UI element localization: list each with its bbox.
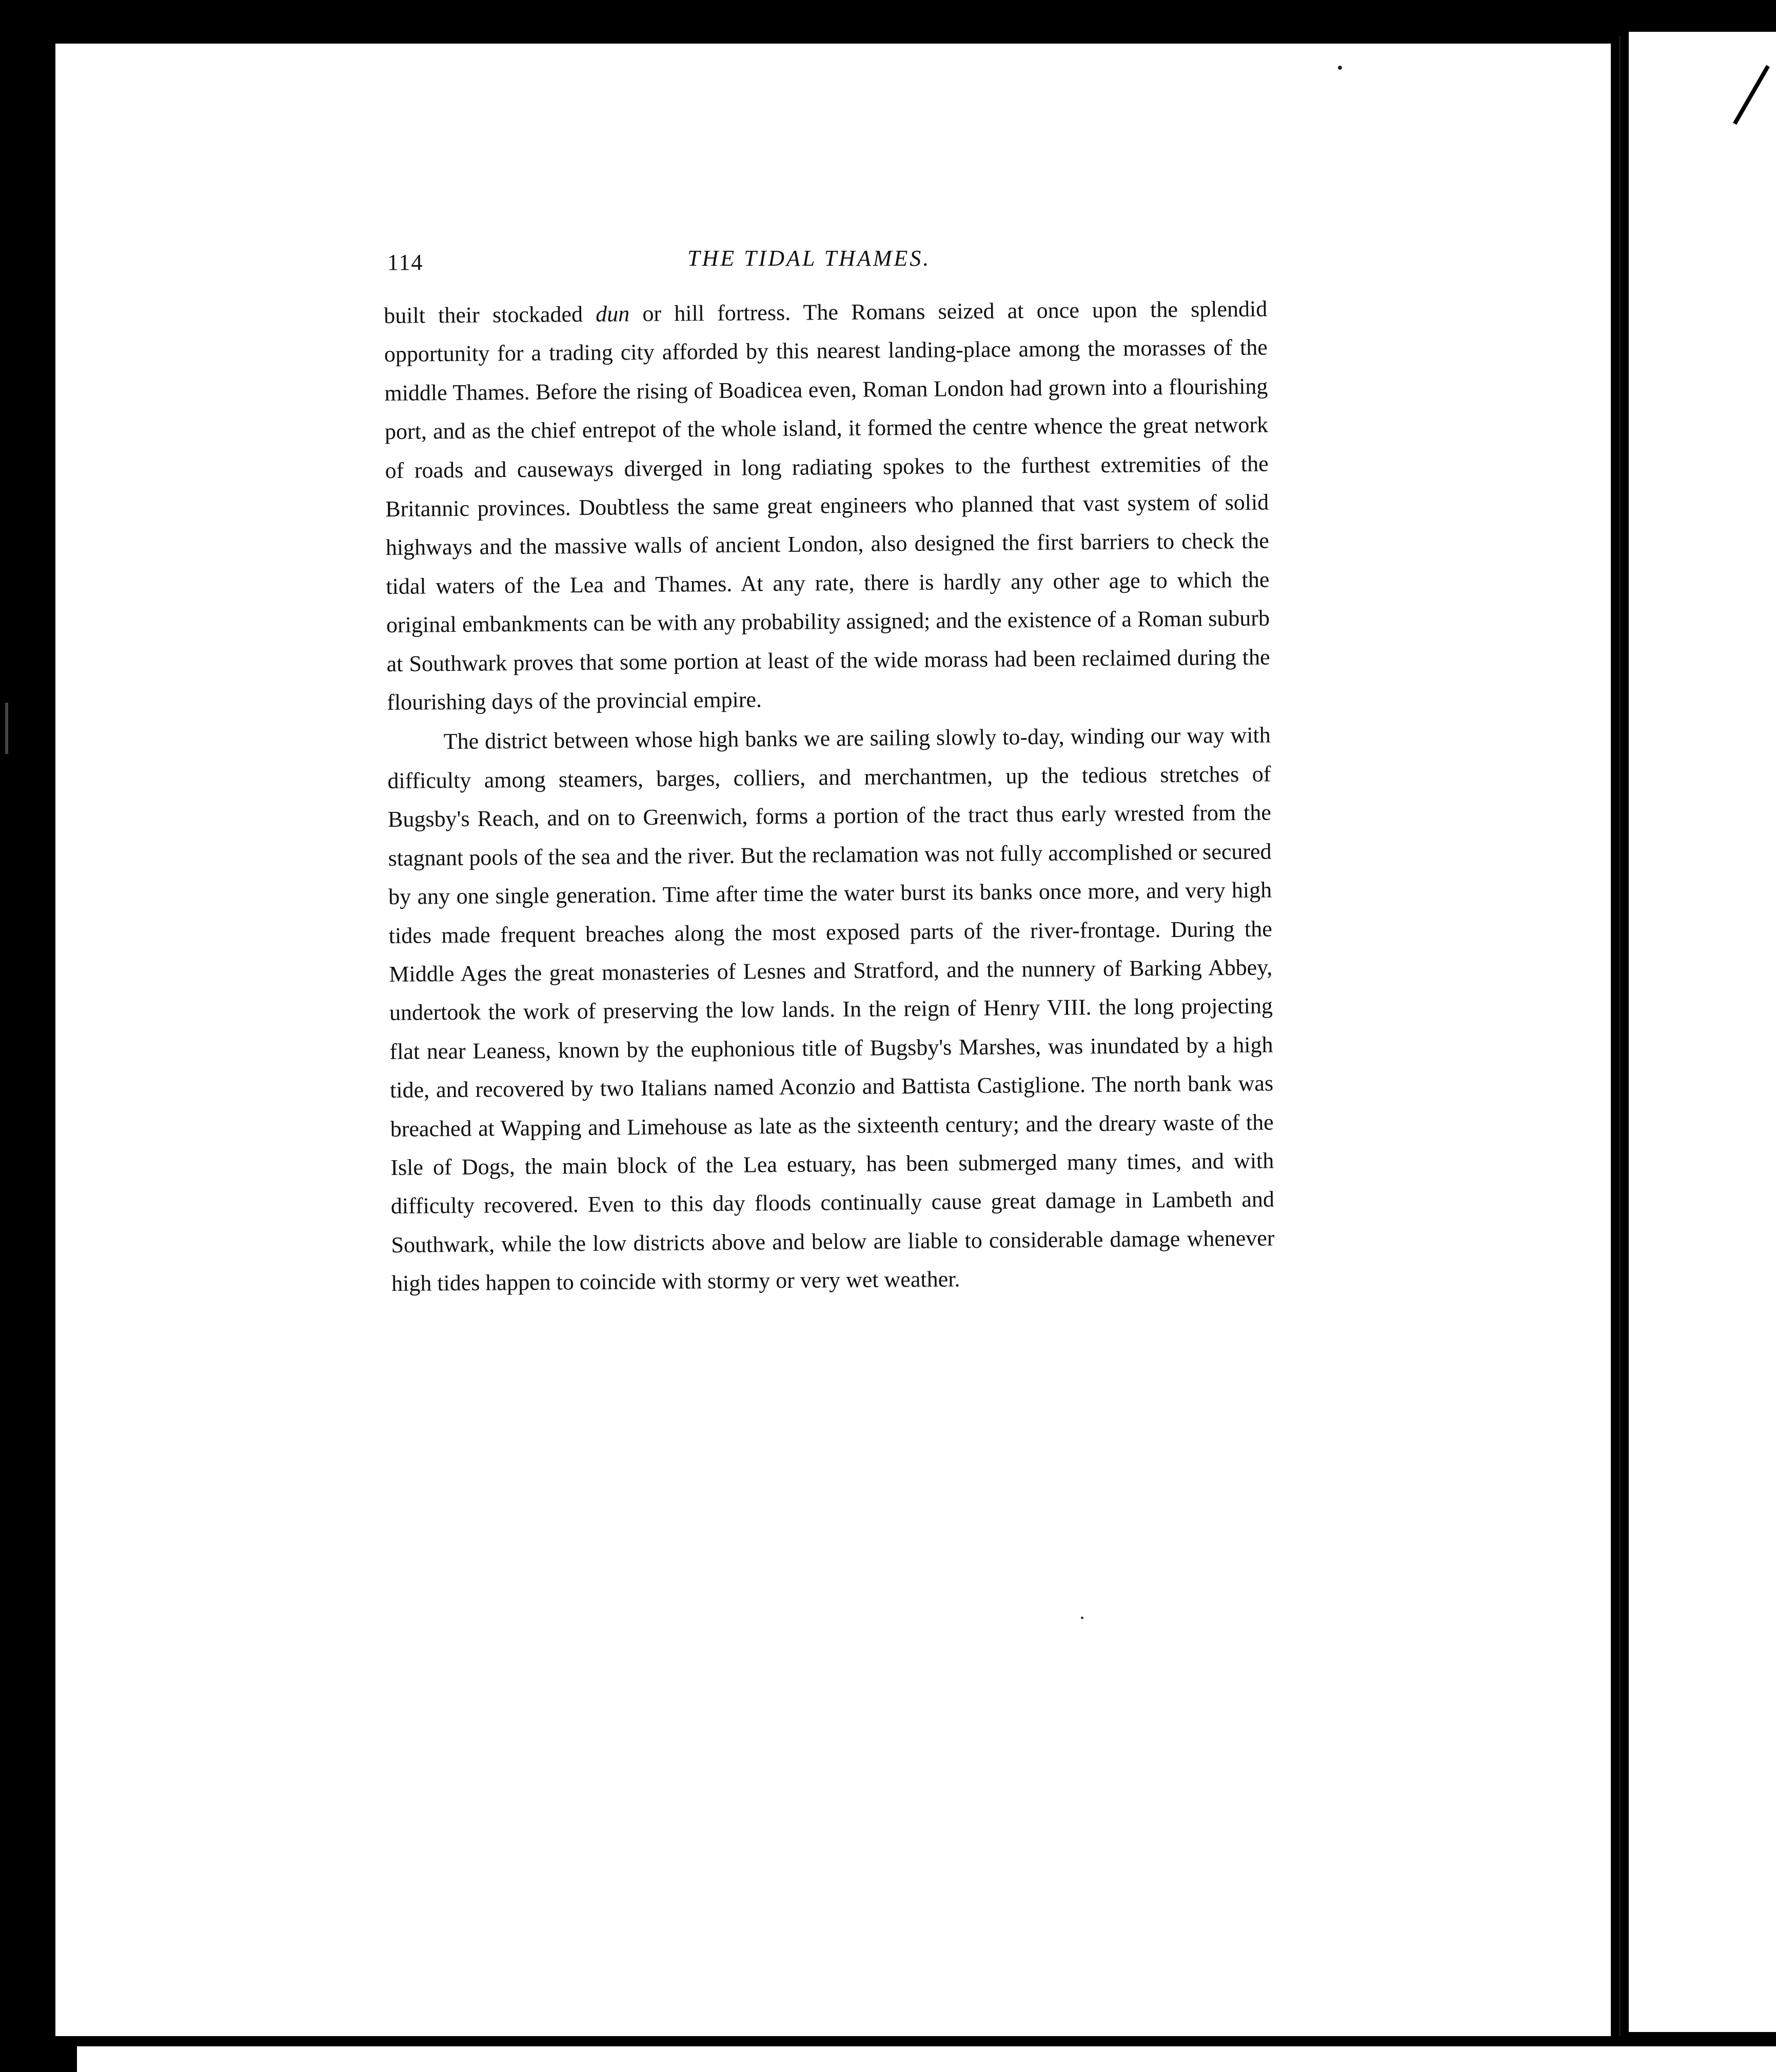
page-number: 114 xyxy=(387,250,424,275)
scan-speck xyxy=(1081,1617,1083,1619)
scan-edge-mark xyxy=(5,703,8,754)
paragraph-1: built their stockaded dun or hill fortress. The Romans seized at once upon the splendid opportunity for a trading city afforded by this nearest landing-place among the morasses of the middle Thames. Before the rising of Boadicea even, Roman London had grown into a flourishing port, and as the chief entrepot of the whole island, it formed the centre whence the great network of roads and causeways diverged in long radiating spokes to the furthest extremities of the Britannic provinces. Doubtless the same great engineers who planned that vast system of solid highways and the massive walls of ancient London, also designed the first barriers to check the tidal waters of the Lea and Thames. At any rate, there is hardly any other age to which the original embankments can be with any probability assigned; and the existence of a Roman suburb at Southwark proves that some portion at least of the wide morass had been reclaimed during the flourishing days of the provincial empire. xyxy=(384,296,1270,715)
paragraph-2: The district between whose high banks we are sailing slowly to-day, winding our way with difficulty among steamers, barges, colliers, and merchantmen, up the tedious stretches of Bugsby's Reach, and on to Greenwich, forms a portion of the tract thus early wrested from the stagnant pools of the sea and the river. But the reclamation was not fully accomplished or secured by any one single generation. Time after time the water burst its banks once more, and very high tides made frequent breaches along the most exposed parts of the river-frontage. During the Middle Ages the great monasteries of Lesnes and Stratford, and the nunnery of Barking Abbey, undertook the work of preserving the low lands. In the reign of Henry VIII. the long projecting flat near Leaness, known by the euphonious title of Bugsby's Marshes, was inundated by a high tide, and recovered by two Italians named Aconzio and Battista Castiglione. The north bank was breached at Wapping and Limehouse as late as the sixteenth century; and the dreary waste of the Isle of Dogs, the main block of the Lea estuary, has been submerged many times, and with difficulty recovered. Even to this day floods continually cause great damage in Lambeth and Southwark, while the low districts above and below are liable to considerable damage whenever high tides happen to coincide with stormy or very wet weather. xyxy=(387,722,1275,1297)
running-header xyxy=(387,245,1259,286)
running-title: THE TIDAL THAMES. xyxy=(687,246,931,271)
gutter-rule xyxy=(1619,36,1621,2036)
scan-speck xyxy=(1338,66,1342,70)
body-text xyxy=(384,289,1275,1303)
italic-term: dun xyxy=(595,301,630,327)
scan-bottom-strip xyxy=(77,2046,1776,2072)
adjacent-page-edge xyxy=(1629,32,1776,2032)
